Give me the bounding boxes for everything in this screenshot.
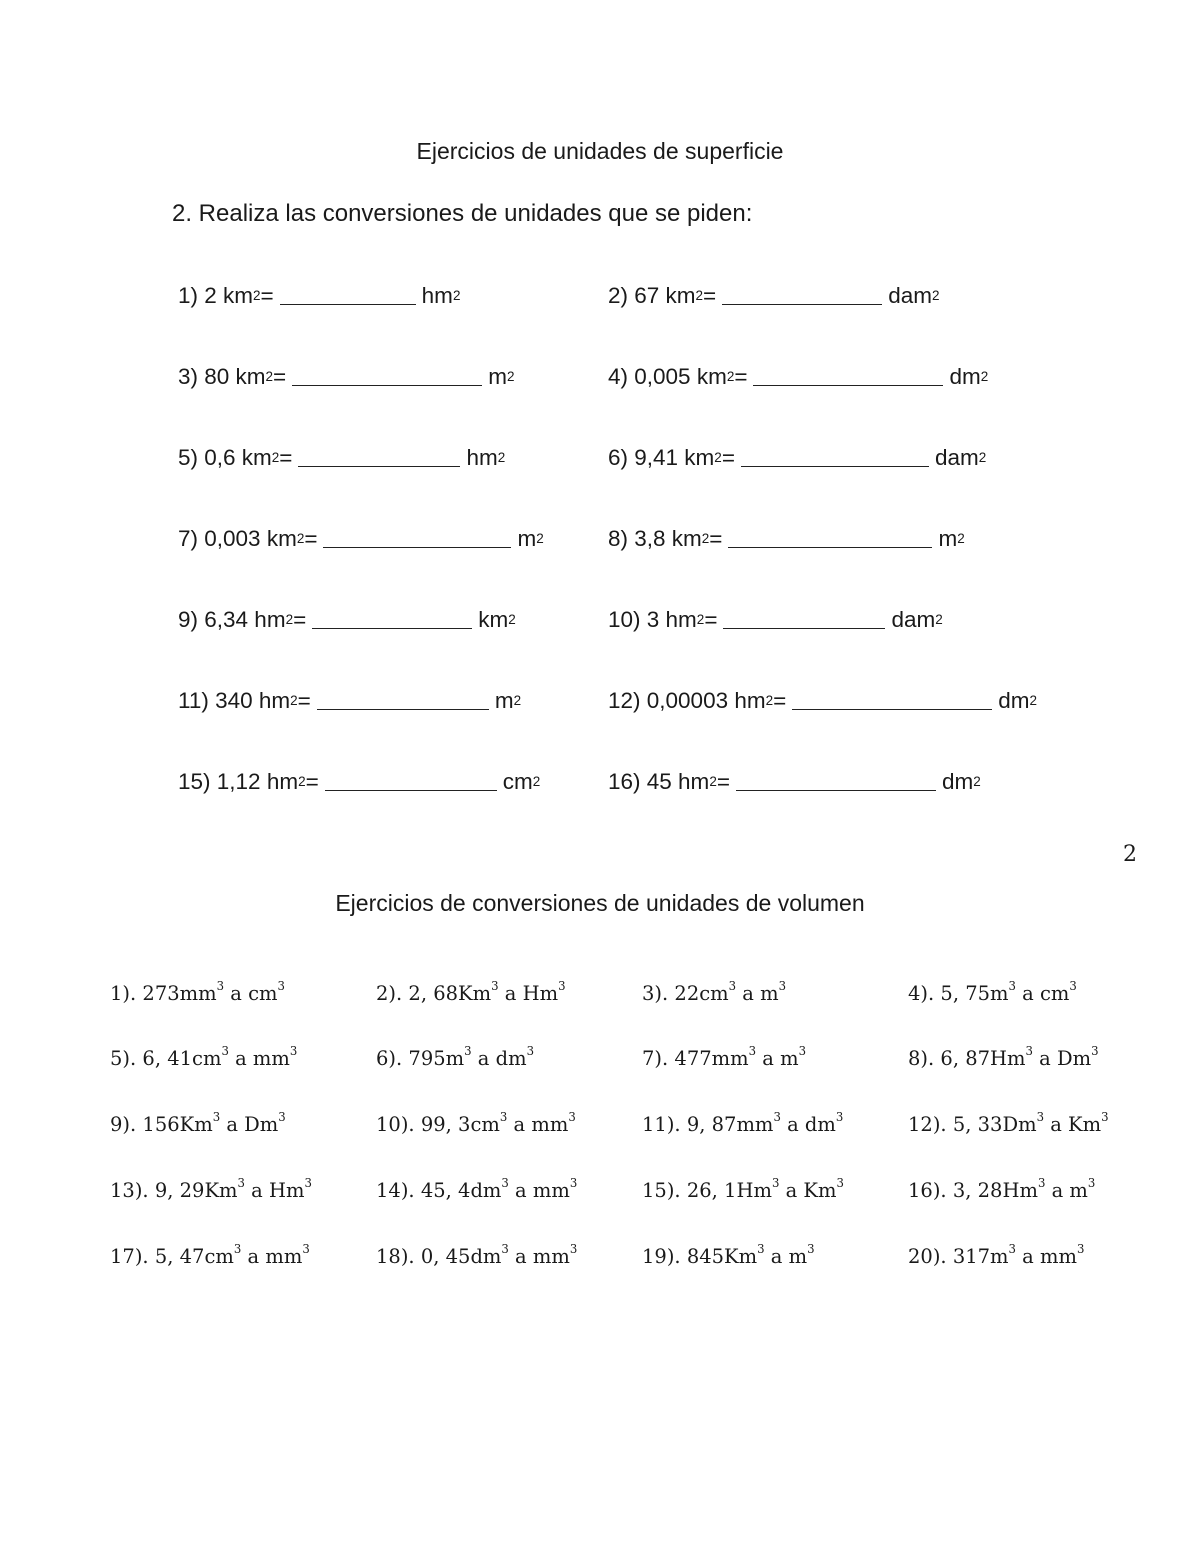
volume-exercise: 9). 156Km$^3$ a Dm$^3$ — [110, 1110, 286, 1136]
surface-exercise: 1) 2 km $^2$ = hm $^2$ — [178, 283, 461, 308]
volume-exercise: 3). $22cm^3$ a $m^3$ — [642, 979, 787, 1005]
volume-exercise: 12). 5, 33Dm$^3$ a Km$^3$ — [908, 1110, 1109, 1136]
volume-exercise: 6). $795m^3$ a $dm^3$ — [376, 1044, 535, 1070]
volume-title: Ejercicios de conversiones de unidades de volumen — [335, 890, 865, 916]
surface-exercise: 11) 340 hm $^2$ = m $^2$ — [178, 688, 522, 713]
answer-blank[interactable] — [753, 384, 943, 386]
surface-exercise: 8) 3,8 km $^2$ = m $^2$ — [608, 526, 965, 551]
answer-blank[interactable] — [317, 708, 489, 710]
surface-exercise: 16) 45 hm $^2$ = dm $^2$ — [608, 769, 981, 794]
surface-exercise: 5) 0,6 km $^2$ = hm $^2$ — [178, 445, 506, 470]
surface-exercise: 3) 80 km $^2$ = m $^2$ — [178, 364, 515, 389]
volume-exercise: 7). $477mm^3$ a $m^3$ — [642, 1044, 807, 1070]
surface-exercise: 7) 0,003 km $^2$ = m $^2$ — [178, 526, 544, 551]
surface-exercise: 6) 9,41 km $^2$ = dam $^2$ — [608, 445, 987, 470]
volume-exercise: 5). 6, $41cm^3$ a $mm^3$ — [110, 1044, 298, 1070]
volume-exercise: 16). 3, 28Hm$^3$ a $m^3$ — [908, 1176, 1096, 1202]
volume-exercise: 13). 9, 29Km$^3$ a Hm$^3$ — [110, 1176, 312, 1202]
answer-blank[interactable] — [312, 627, 472, 629]
answer-blank[interactable] — [728, 546, 932, 548]
answer-blank[interactable] — [298, 465, 460, 467]
answer-blank[interactable] — [292, 384, 482, 386]
answer-blank[interactable] — [736, 789, 936, 791]
surface-exercise: 15) 1,12 hm $^2$ = cm $^2$ — [178, 769, 541, 794]
answer-blank[interactable] — [722, 303, 882, 305]
surface-exercise: 12) 0,00003 hm $^2$ = dm $^2$ — [608, 688, 1038, 713]
surface-title: Ejercicios de unidades de superficie — [416, 138, 784, 164]
surface-exercise: 9) 6,34 hm $^2$ = km $^2$ — [178, 607, 516, 632]
volume-exercise: 14). 45, $4dm^3$ a $mm^3$ — [376, 1176, 578, 1202]
volume-exercise: 15). 26, 1Hm$^3$ a Km$^3$ — [642, 1176, 844, 1202]
volume-exercise: 17). 5, $47cm^3$ a $mm^3$ — [110, 1242, 310, 1268]
volume-exercise: 18). 0, $45dm^3$ a $mm^3$ — [376, 1242, 578, 1268]
page-number: 2 — [1123, 842, 1137, 867]
surface-exercise: 2) 67 km $^2$ = dam $^2$ — [608, 283, 940, 308]
surface-instruction: 2. Realiza las conversiones de unidades que se piden: — [172, 200, 753, 227]
surface-exercise: 10) 3 hm $^2$ = dam $^2$ — [608, 607, 943, 632]
answer-blank[interactable] — [723, 627, 885, 629]
volume-exercise: 8). 6, 87Hm$^3$ a Dm$^3$ — [908, 1044, 1099, 1070]
volume-exercise: 11). 9, $87mm^3$ a $dm^3$ — [642, 1110, 844, 1136]
volume-exercise: 10). 99, $3cm^3$ a $mm^3$ — [376, 1110, 576, 1136]
volume-exercise: 2). 2, 68Km$^3$ a Hm$^3$ — [376, 979, 566, 1005]
volume-exercise: 19). 845Km$^3$ a $m^3$ — [642, 1242, 815, 1268]
volume-exercise: 4). 5, $75m^3$ a $cm^3$ — [908, 979, 1077, 1005]
answer-blank[interactable] — [323, 546, 511, 548]
answer-blank[interactable] — [280, 303, 416, 305]
volume-exercise: 1). $273mm^3$ a $cm^3$ — [110, 979, 285, 1005]
surface-exercise: 4) 0,005 km $^2$ = dm $^2$ — [608, 364, 989, 389]
answer-blank[interactable] — [792, 708, 992, 710]
volume-exercise: 20). $317m^3$ a $mm^3$ — [908, 1242, 1085, 1268]
answer-blank[interactable] — [325, 789, 497, 791]
answer-blank[interactable] — [741, 465, 929, 467]
